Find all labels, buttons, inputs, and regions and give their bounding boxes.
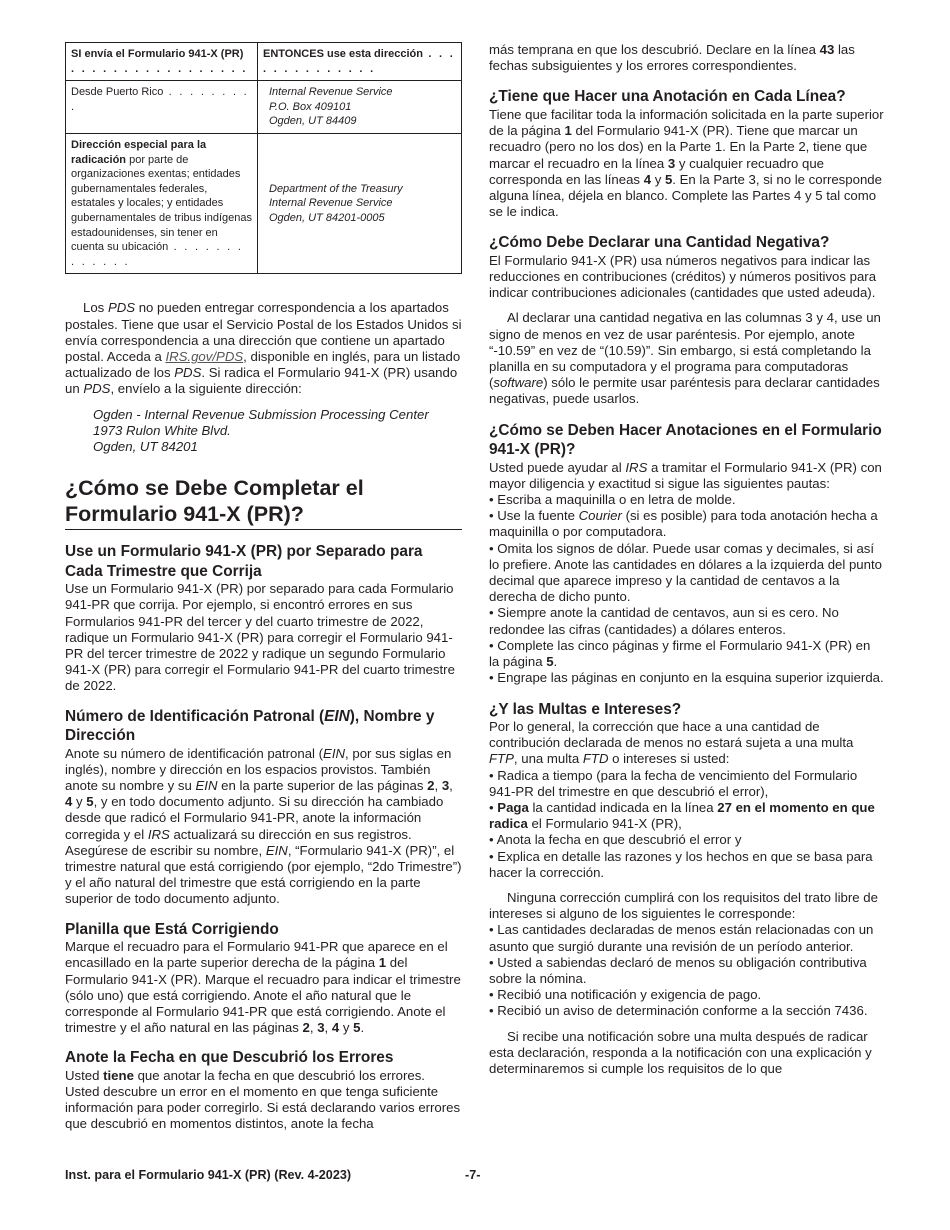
- list-item: • Use la fuente Courier (si es posible) para toda anotación hecha a maquinilla o por computadora.: [489, 508, 884, 540]
- multas-intro: Por lo general, la corrección que hace a una cantidad de contribución declarada de menos no estará sujeta a una multa FTP, una multa FTD o intereses si usted:: [489, 719, 854, 767]
- multas-paragraph-2: Ninguna corrección cumplirá con los requisitos del trato libre de intereses si alguno de los siguientes le corresponde:: [489, 890, 878, 922]
- right-column: [489, 42, 884, 1077]
- table-row: [66, 133, 462, 273]
- ogden-address: Ogden - Internal Revenue Submission Processing Center 1973 Rulon White Blvd. Ogden, UT 84201: [93, 406, 429, 454]
- table-cell-address: Department of the Treasury Internal Revenue Service Ogden, UT 84201-0005: [258, 133, 462, 273]
- negativa-heading: ¿Cómo Debe Declarar una Cantidad Negativa?: [489, 234, 830, 252]
- list-item: • Radica a tiempo (para la fecha de vencimiento del Formulario 941-PR del trimestre en que descubrió el error),: [489, 768, 884, 800]
- list-item: • Paga la cantidad indicada en la línea 27 en el momento en que radica el Formulario 941-X (PR),: [489, 800, 884, 832]
- negativa-paragraph-1: El Formulario 941-X (PR) usa números negativos para indicar las reducciones en contribuciones (créditos) y números positivos para indicar contribuciones adicionales (cantidades que usted adeuda).: [489, 252, 877, 301]
- table-cell-address: Internal Revenue Service P.O. Box 409101 Ogden, UT 84409: [258, 81, 462, 134]
- anotaciones-intro: Usted puede ayudar al IRS a tramitar el Formulario 941-X (PR) con mayor diligencia y exactitud si sigue las siguientes pautas:: [489, 459, 882, 491]
- negativa-paragraph-2: Al declarar una cantidad negativa en las columnas 3 y 4, use un signo de menos en vez de usar paréntesis. Por ejemplo, anote “-10.59” en vez de “(10.59)”. Sin embargo, si está completando la planilla en su computadora y el programa para computadoras (software) sólo le permite usar paréntesis para declarar cantidades negativas, puede usarlos.: [489, 310, 881, 407]
- fecha-continued: más temprana en que los descubrió. Declare en la línea 43 las fechas subsiguientes y los errores correspondientes.: [489, 42, 855, 74]
- pds-paragraph: Los PDS no pueden entregar correspondencia a los apartados postales. Tiene que usar el Servicio Postal de los Estados Unidos si envía correspondencia a una dirección que contiene un apartado postal. Acceda a IRS.gov/PDS, disponible en inglés, para un listado actualizado de los PDS. Si radica el Formulario 941-X (PR) usando un PDS, envíelo a la siguiente dirección:: [65, 300, 462, 397]
- anotacion-heading: ¿Tiene que Hacer una Anotación en Cada Línea?: [489, 88, 846, 106]
- irs-pds-link[interactable]: IRS.gov/PDS: [165, 348, 244, 364]
- fecha-paragraph: Usted tiene que anotar la fecha en que descubrió los errores. Usted descubre un error en el momento en que tenga suficiente información para poder corregirlo. Si está declarando varios errores que descubrió en momentos distintos, anote la fecha: [65, 1067, 461, 1132]
- ein-paragraph: Anote su número de identificación patronal (EIN, por sus siglas en inglés), nombre y dirección en los espacios provistos. También anote su nombre y su EIN en la parte superior de las páginas 2, 3, 4 y 5, y en todo documento adjunto. Si su dirección ha cambiado desde que radicó el Formulario 941-PR, anote la información corregida y el IRS actualizará su dirección en sus registros. Asegúrese de escribir su nombre, EIN, “Formulario 941-X (PR)”, el trimestre natural que está corrigiendo (por ejemplo, “2do Trimestre”) y el año natural del trimestre que está corrigiendo en la parte superior de todo documento adjunto.: [65, 745, 462, 907]
- table-header-row: [66, 43, 462, 81]
- list-item: • Recibió una notificación y exigencia de pago.: [489, 987, 884, 1003]
- list-item: • Escriba a maquinilla o en letra de molde.: [489, 492, 884, 508]
- main-heading: ¿Cómo se Debe Completar el Formulario 941-X (PR)?: [65, 475, 462, 530]
- list-item: • Complete las cinco páginas y firme el Formulario 941-X (PR) en la página 5.: [489, 638, 884, 670]
- list-item: • Usted a sabiendas declaró de menos su obligación contributiva sobre la nómina.: [489, 955, 884, 987]
- address-table: [65, 42, 462, 274]
- page-number: -7-: [465, 1168, 481, 1182]
- ein-heading: Número de Identificación Patronal (EIN), Nombre y Dirección: [65, 707, 435, 745]
- footer-form-title: Inst. para el Formulario 941-X (PR) (Rev. 4-2023): [65, 1168, 352, 1182]
- multas-paragraph-3: Si recibe una notificación sobre una multa después de radicar esta declaración, responda a la notificación con una explicación y determinaremos si cumple los requisitos de lo que: [489, 1028, 872, 1077]
- table-cell-origin: Dirección especial para la radicación por parte de organizaciones exentas; entidades gubernamentales federales, estatales y locales; y entidades gubernamentales de tribus indígenas estadounidenses, sin tener en cuenta su ubicación . . . . . . . . . . . . .: [66, 133, 258, 273]
- table-cell-origin: Desde Puerto Rico . . . . . . . . .: [66, 81, 258, 134]
- list-item: • Siempre anote la cantidad de centavos, aun si es cero. No redondee las cifras (cantidades) a dólares enteros.: [489, 605, 884, 637]
- table-header-right: ENTONCES use esta dirección . . . . . . . . . . . . . .: [258, 43, 462, 81]
- table-row: [66, 81, 462, 134]
- list-item: • Recibió un aviso de determinación conforme a la sección 7436.: [489, 1003, 884, 1019]
- separate-heading: Use un Formulario 941-X (PR) por Separado para Cada Trimestre que Corrija: [65, 543, 423, 580]
- separate-paragraph: Use un Formulario 941-X (PR) por separado para cada Formulario 941-PR que corrija. Por ejemplo, si encontró errores en sus Formularios 941-PR del tercer y del cuarto trimestre de 2022, radique un Formulario 941-X (PR) para corregir el Formulario 941-PR del tercer trimestre de 2022 y radique un segundo Formulario 941-X (PR) para corregir el Formulario 941-PR del cuarto trimestre de 2022.: [65, 581, 455, 694]
- anotaciones-heading: ¿Cómo se Deben Hacer Anotaciones en el Formulario 941-X (PR)?: [489, 421, 882, 459]
- fecha-heading: Anote la Fecha en que Descubrió los Errores: [65, 1049, 394, 1067]
- list-item: • Engrape las páginas en conjunto en la esquina superior izquierda.: [489, 670, 884, 686]
- planilla-paragraph: Marque el recuadro para el Formulario 941-PR que aparece en el encasillado en la parte superior derecha de la página 1 del Formulario 941-X (PR). Marque el recuadro para indicar el trimestre (sólo uno) que está corrigiendo. Anote el año natural que le corresponde al Formulario 941-PR que está corrigiendo. Anote el trimestre y el año natural en las páginas 2, 3, 4 y 5.: [65, 939, 461, 1036]
- multas-heading: ¿Y las Multas e Intereses?: [489, 700, 682, 718]
- table-header-left: SI envía el Formulario 941-X (PR) . . . . . . . . . . . . . . . . .: [66, 43, 258, 81]
- list-item: • Explica en detalle las razones y los hechos en que se basa para hacer la corrección.: [489, 849, 884, 881]
- list-item: • Anota la fecha en que descubrió el error y: [489, 832, 884, 848]
- list-item: • Las cantidades declaradas de menos están relacionadas con un asunto que surgió durante una revisión de un período anterior.: [489, 922, 884, 954]
- left-column: [65, 42, 462, 1133]
- planilla-heading: Planilla que Está Corrigiendo: [65, 920, 279, 938]
- anotacion-paragraph: Tiene que facilitar toda la información solicitada en la parte superior de la página 1 del Formulario 941-X (PR). Tiene que marcar un recuadro (pero no los dos) en la Parte 1. En la Parte 2, tiene que marcar el recuadro en la línea 3 y cualquier recuadro que corresponda en las líneas 4 y 5. En la Parte 3, si no le corresponde alguna línea, déjela en blanco. Complete las Partes 4 y 5 tal como se le indica.: [489, 106, 884, 220]
- list-item: • Omita los signos de dólar. Puede usar comas y decimales, si así lo prefiere. Anote las cantidades en dólares a la izquierda del punto decimal que aparece impreso y la cantidad de centavos a la derecha de dicho punto.: [489, 541, 884, 606]
